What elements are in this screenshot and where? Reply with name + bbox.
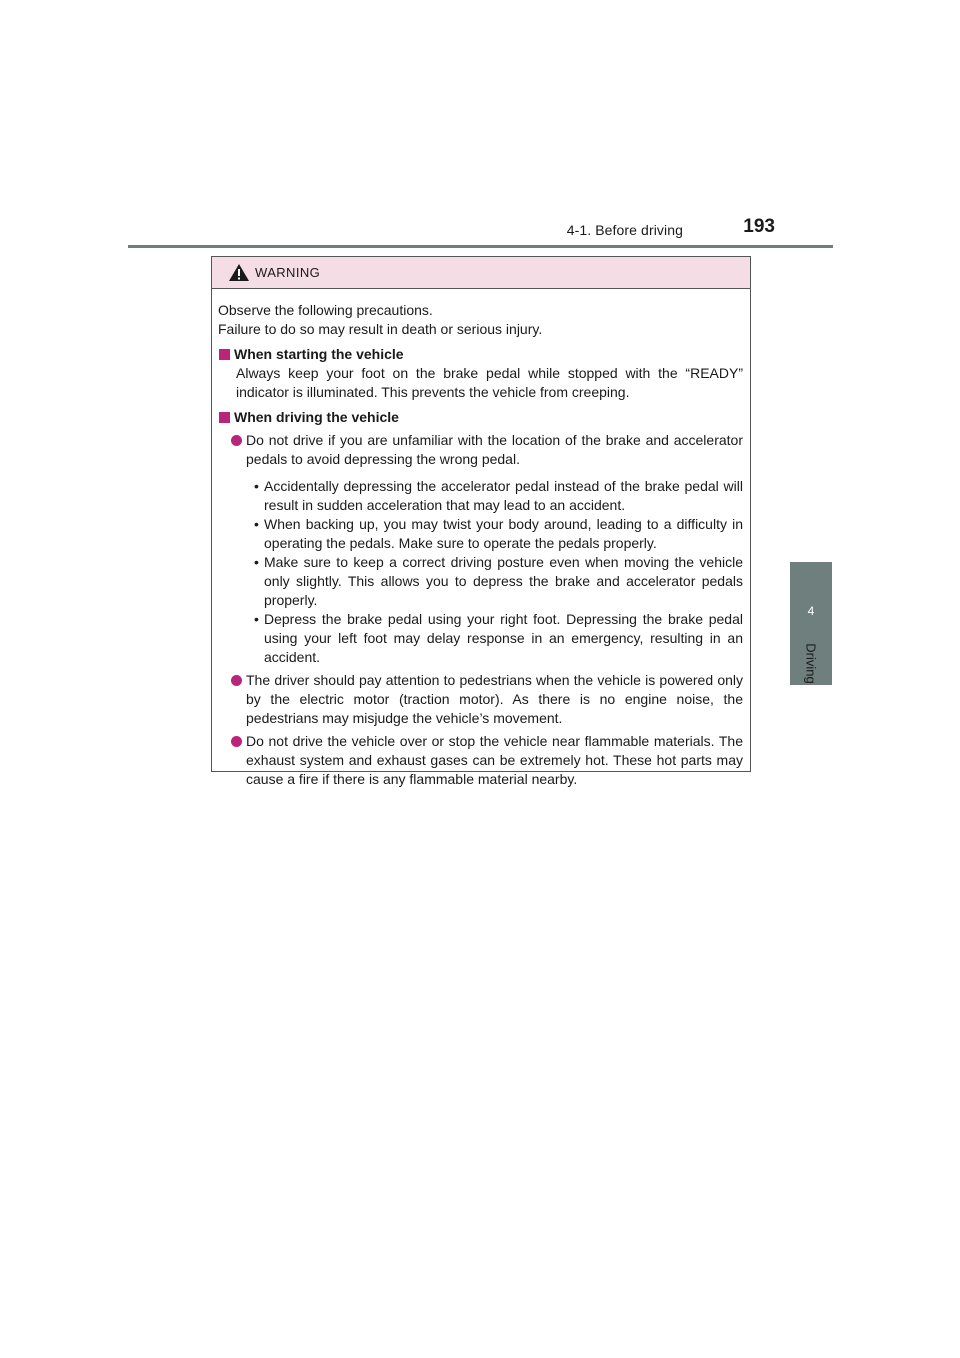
list-item [218,431,743,469]
chapter-number: 4 [807,604,815,618]
header-rule [128,245,833,248]
starting-heading [218,345,743,364]
sub-item-text: When backing up, you may twist your body around, leading to a difficulty in operating the pedals. Make sure to operate the pedals properly. [264,516,743,551]
driving-heading [218,408,743,427]
list-item [218,732,743,789]
page-number: 193 [743,216,775,237]
square-bullet-icon [219,412,230,423]
sub-item-text: Accidentally depressing the accelerator pedal instead of the brake pedal will result in sudden acceleration that may lead to an accident. [264,478,743,513]
list-item [218,671,743,728]
section-title: 4-1. Before driving [566,222,683,238]
chapter-label: Driving [803,643,819,684]
sub-list [218,477,743,667]
list-item-text: Do not drive the vehicle over or stop the vehicle near flammable materials. The exhaust system and exhaust gases can be extremely hot. These hot parts may cause a fire if there is any flammable material nearby. [246,733,743,787]
sub-list-item [218,553,743,610]
intro-line-2: Failure to do so may result in death or serious injury. [218,321,543,337]
square-bullet-icon [219,349,230,360]
dot-bullet-icon: • [254,554,259,570]
warning-intro [218,301,743,339]
dot-bullet-icon: • [254,516,259,532]
warning-body [212,289,750,789]
sub-list-item [218,477,743,515]
list-item-text: Do not drive if you are unfamiliar with the location of the brake and accelerator pedals to avoid depressing the wrong pedal. [246,432,743,467]
dot-bullet-icon: • [254,611,259,627]
circle-bullet-icon [231,675,242,686]
circle-bullet-icon [231,435,242,446]
starting-text: Always keep your foot on the brake pedal while stopped with the “READY” indicator is illuminated. This prevents the vehicle from creeping. [236,365,743,400]
chapter-label-wrap [783,630,839,690]
warning-box [211,256,751,787]
list-item-text: The driver should pay attention to pedestrians when the vehicle is powered only by the electric motor (traction motor). As there is no engine noise, the pedestrians may misjudge the vehicle’s movement. [246,672,743,726]
dot-bullet-icon: • [254,478,259,494]
warning-title: WARNING [255,265,321,280]
warning-header [212,257,750,289]
warning-triangle-icon [228,263,250,282]
starting-heading-text: When starting the vehicle [234,346,404,362]
circle-bullet-icon [231,736,242,747]
driving-heading-text: When driving the vehicle [234,409,399,425]
sub-list-item [218,610,743,667]
sub-item-text: Make sure to keep a correct driving posture even when moving the vehicle only slightly. This allows you to depress the brake and accelerator pedals properly. [264,554,743,608]
page-header [128,214,833,248]
sub-list-item [218,515,743,553]
intro-line-1: Observe the following precautions. [218,302,433,318]
sub-item-text: Depress the brake pedal using your right foot. Depressing the brake pedal using your left foot may delay response in an emergency, resulting in an accident. [264,611,743,665]
